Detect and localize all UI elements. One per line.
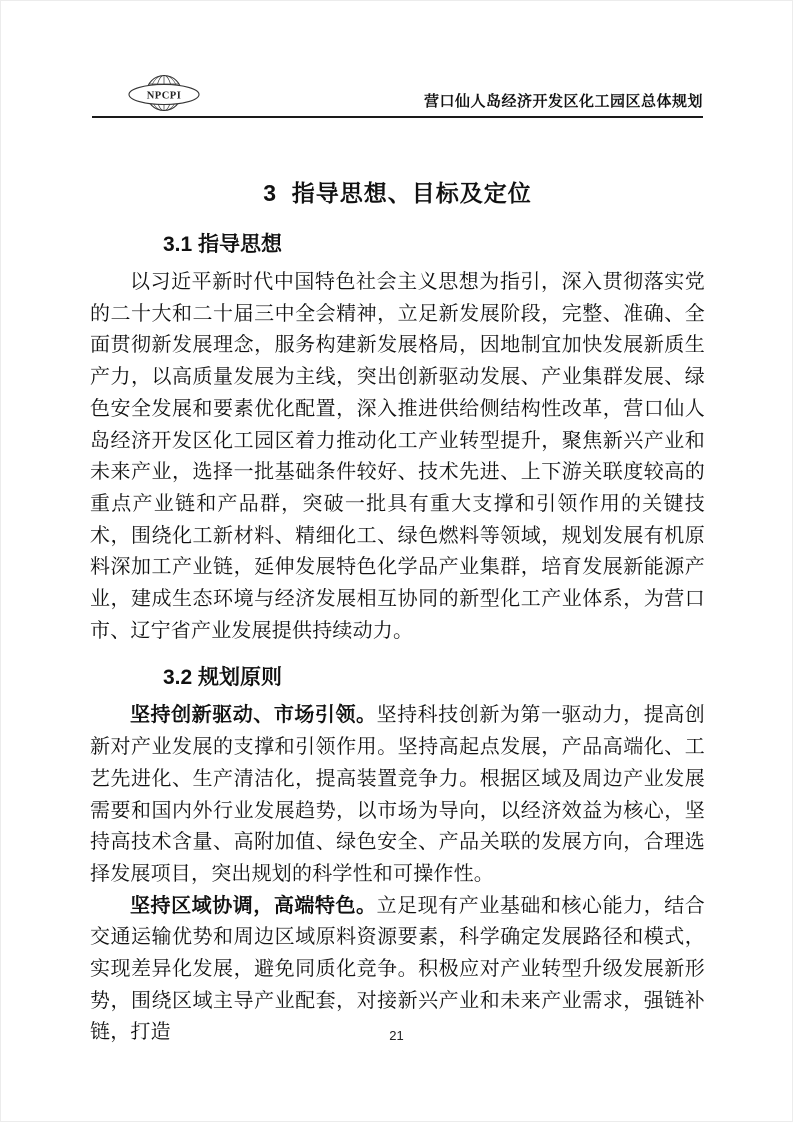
document-header-title: 营口仙人岛经济开发区化工园区总体规划: [423, 94, 703, 110]
section-heading-3-1: 3.1 指导思想: [163, 233, 283, 256]
paragraph-text: 立足现有产业基础和核心能力，结合交通运输优势和周边区域原料资源要素，科学确定发展路径和模式，实现差异化发展，避免同质化竞争。积极应对产业转型升级发展新形势，围绕区域主导产业配套，对接新兴产业和未来产业需求，强链补链，打造: [90, 894, 705, 1044]
paragraph-principle-regional: [90, 891, 705, 1050]
paragraph-text: 坚持科技创新为第一驱动力，提高创新对产业发展的支撑和引领作用。坚持高起点发展，产品高端化、工艺先进化、生产清洁化，提高装置竞争力。根据区域及周边产业发展需要和国内外行业发展趋势，以市场为导向，以经济效益为核心，坚持高技术含量、高附加值、绿色安全、产品关联的发展方向，合理选择发展项目，突出规划的科学性和可操作性。: [90, 704, 705, 885]
paragraph-lead: 坚持创新驱动、市场引领。: [130, 704, 377, 727]
page-number: 21: [389, 1028, 404, 1043]
page-content: [90, 116, 705, 1049]
paragraph-text: 以习近平新时代中国特色社会主义思想为指引，深入贯彻落实党的二十大和二十届三中全会精神，立足新发展阶段，完整、准确、全面贯彻新发展理念，服务构建新发展格局，因地制宜加快发展新质生产力，以高质量发展为主线，突出创新驱动发展、产业集群发展、绿色安全发展和要素优化配置，深入推进供给侧结构性改革，营口仙人岛经济开发区化工园区着力推动化工产业转型提升，聚焦新兴产业和未来产业，选择一批基础条件较好、技术先进、上下游关联度较高的重点产业链和产品群，突破一批具有重大支撑和引领作用的关键技术，围绕化工新材料、精细化工、绿色燃料等领域，规划发展有机原料深加工产业链，延伸发展特色化学品产业集群，培育发展新能源产业，建成生态环境与经济发展相互协同的新型化工产业体系，为营口市、辽宁省产业发展提供持续动力。: [90, 271, 705, 642]
chapter-title: 3 指导思想、目标及定位: [263, 180, 532, 206]
paragraph-lead: 坚持区域协调，高端特色。: [130, 894, 377, 917]
logo-text: NPCPI: [146, 90, 182, 102]
page-header: [92, 74, 703, 118]
paragraph-principle-innovation: [90, 700, 705, 890]
paragraph-guiding-ideology: [90, 267, 705, 647]
section-heading-3-2: 3.2 规划原则: [163, 666, 283, 690]
npcpi-globe-logo-icon: [126, 74, 202, 114]
